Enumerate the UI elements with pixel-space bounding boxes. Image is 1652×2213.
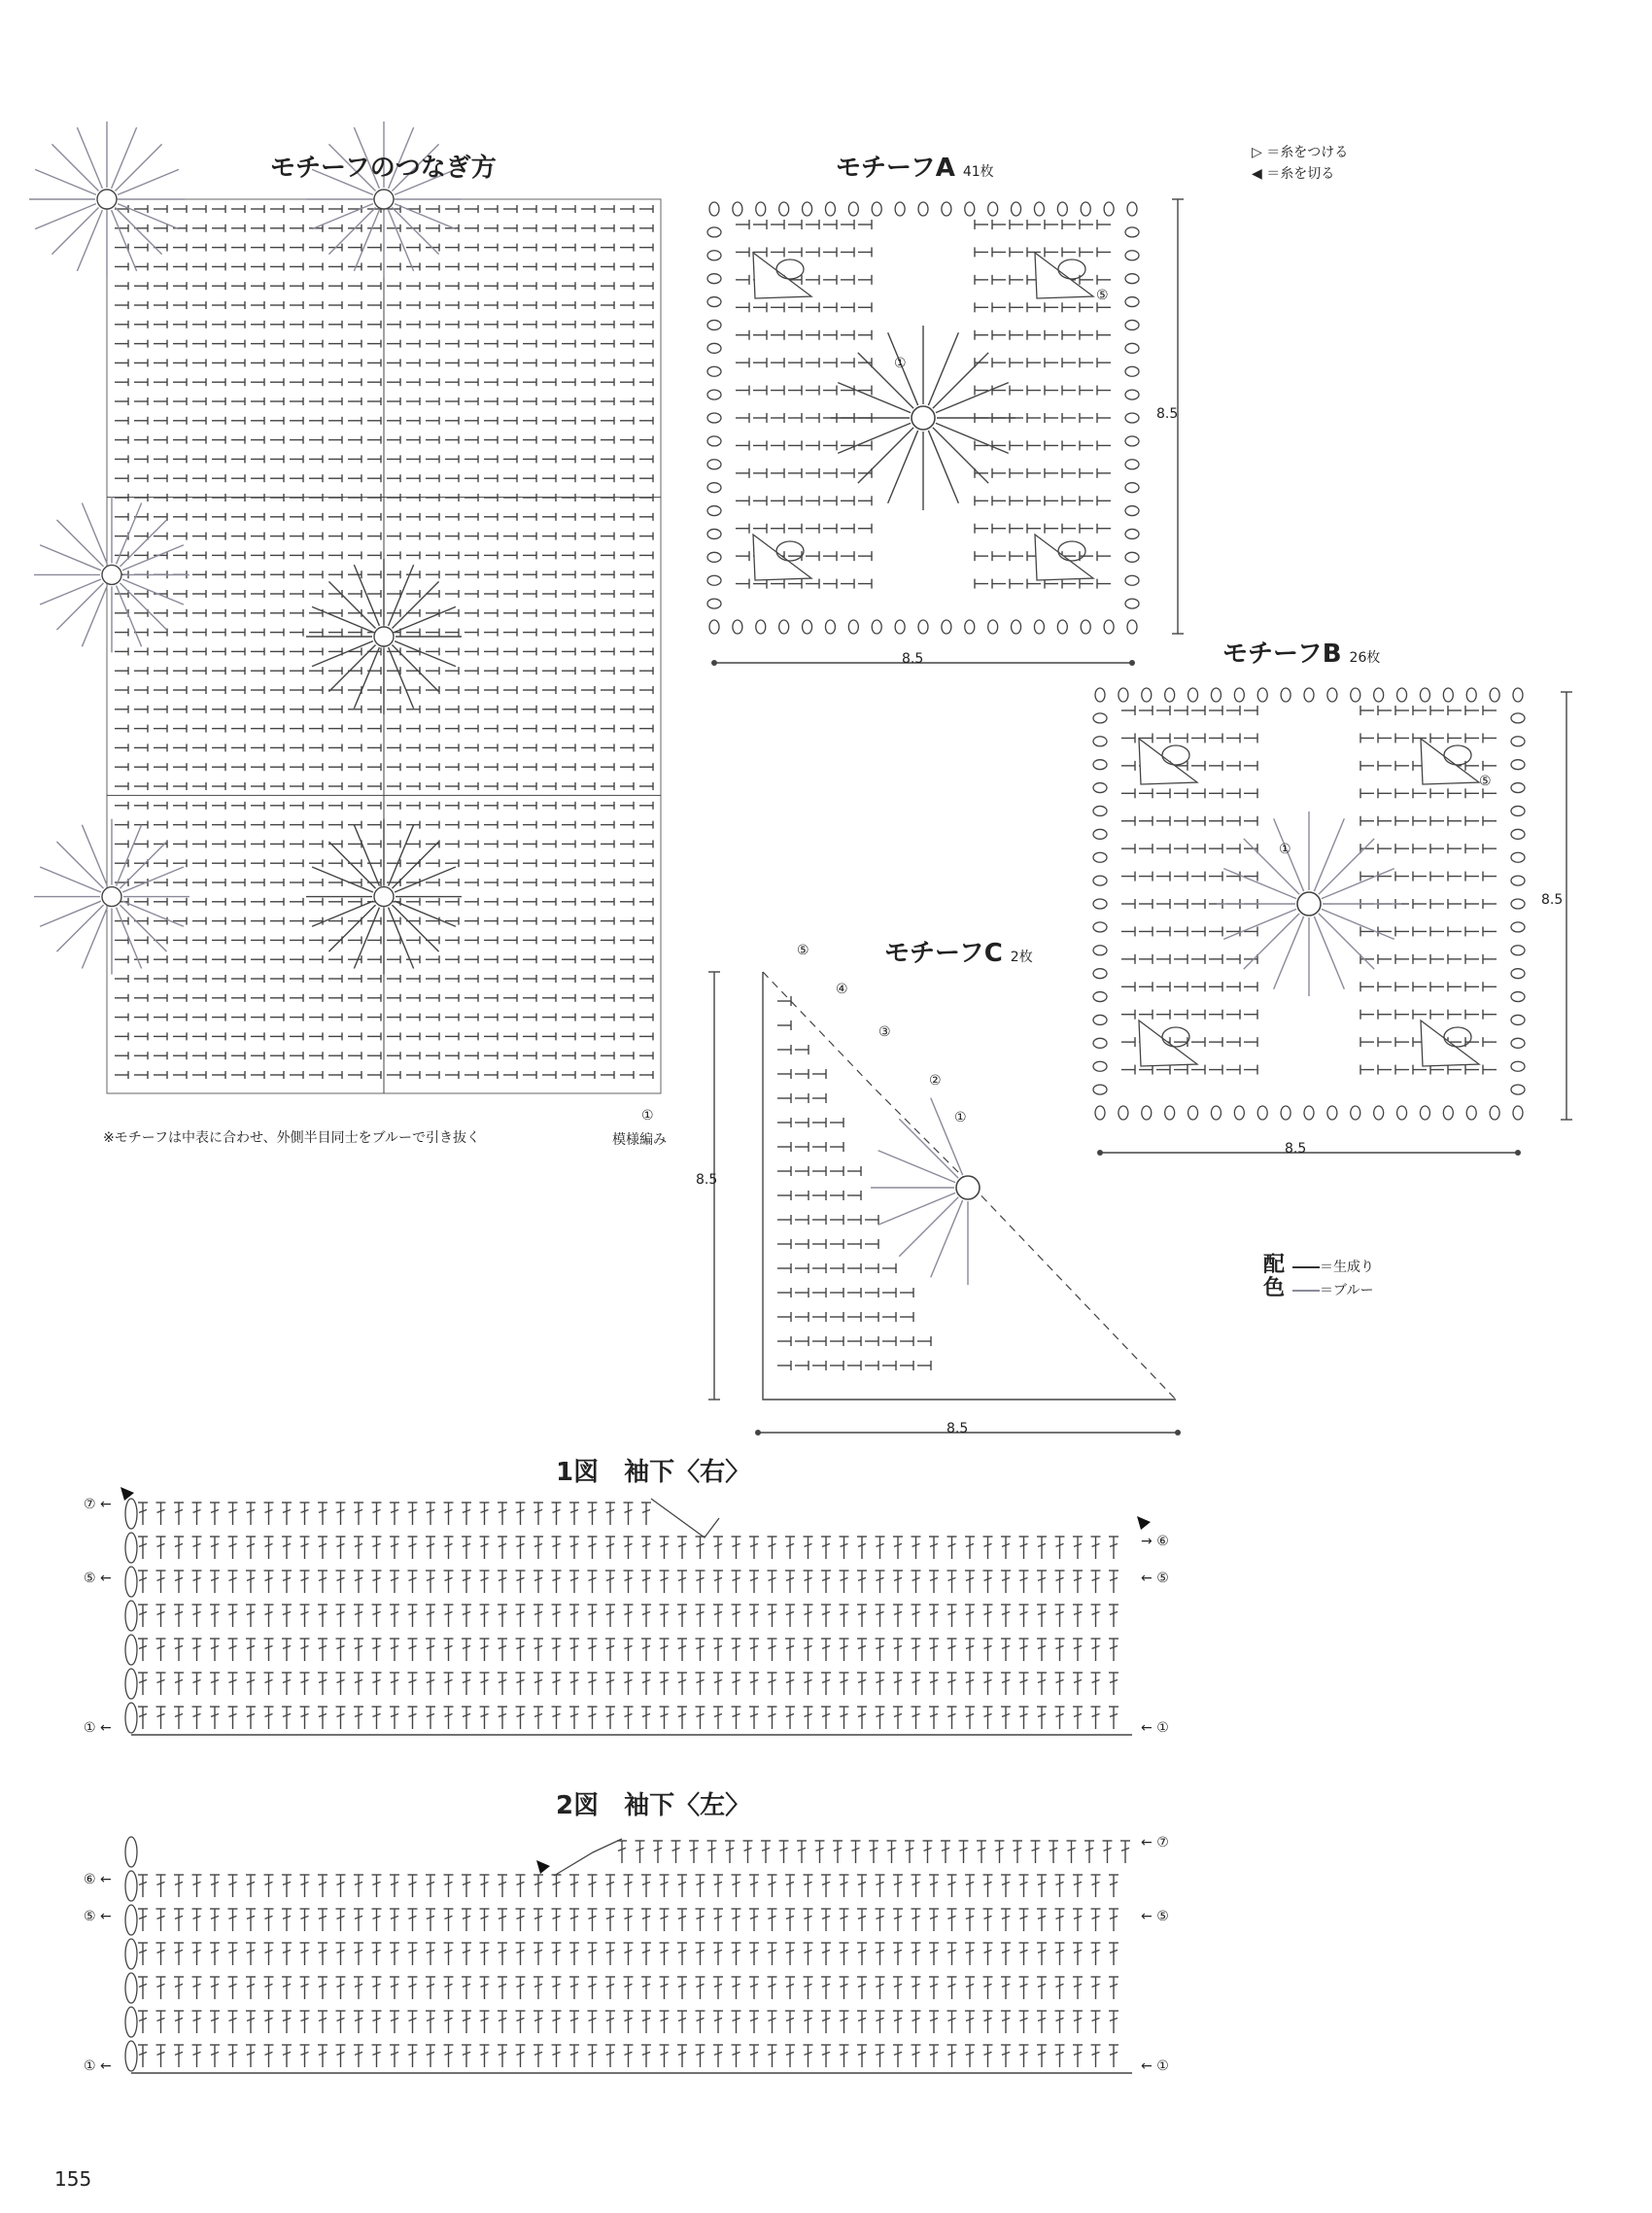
motif-a-width-line — [711, 660, 717, 666]
motif-b-border-chain — [1211, 1106, 1221, 1120]
motif-a-border-chain — [707, 460, 721, 469]
motif-b-border-chain — [1511, 1085, 1525, 1094]
joining-spoke — [35, 169, 96, 194]
motif-a-center-spoke — [928, 332, 958, 405]
motif-a-center-spoke — [936, 423, 1009, 453]
joining-spoke — [120, 842, 166, 888]
motif-b-border-chain — [1093, 1085, 1107, 1094]
motif-a-border-chain — [895, 620, 905, 634]
motif-b-border-chain — [1093, 713, 1107, 723]
fig1-turning-chain — [125, 1669, 137, 1699]
joining-center-ring — [102, 565, 121, 584]
motif-b-center-spoke — [1314, 916, 1344, 989]
motif-a-border-chain — [918, 620, 928, 634]
motif-a-border-chain — [707, 390, 721, 399]
joining-spoke — [52, 207, 98, 254]
motif-b-border-chain — [1511, 737, 1525, 746]
motif-b-border-chain — [1397, 688, 1407, 702]
motif-a-border-chain — [707, 436, 721, 446]
motif-a-border-chain — [1034, 620, 1044, 634]
motif-a-border-chain — [707, 366, 721, 376]
joining-spoke — [40, 901, 101, 926]
motif-a-border-chain — [1125, 436, 1139, 446]
motif-b-border-chain — [1093, 852, 1107, 862]
joining-center-ring — [97, 190, 117, 209]
motif-b-border-chain — [1095, 1106, 1105, 1120]
joining-spoke — [112, 127, 137, 189]
joining-spoke — [395, 901, 456, 926]
joining-spoke — [392, 581, 438, 628]
motif-a-border-chain — [707, 529, 721, 538]
fig1-turning-chain — [125, 1567, 137, 1597]
motif-a-border-chain — [988, 620, 998, 634]
joining-spoke — [395, 867, 456, 892]
motif-b-border-chain — [1234, 688, 1244, 702]
motif-b-border-chain — [1142, 1106, 1152, 1120]
motif-b-border-chain — [1443, 688, 1453, 702]
joining-spoke — [40, 545, 101, 571]
motif-a-border-chain — [1081, 202, 1090, 216]
motif-b-border-chain — [1511, 946, 1525, 955]
motif-a-border-chain — [988, 202, 998, 216]
joining-spoke — [389, 647, 414, 709]
motif-b-border-chain — [1511, 806, 1525, 815]
motif-c-width-line — [1175, 1430, 1181, 1435]
motif-a-width-line — [1129, 660, 1135, 666]
motif-b-border-chain — [1119, 688, 1128, 702]
fig1-turning-chain — [125, 1601, 137, 1631]
joining-spoke — [354, 647, 379, 709]
motif-b-width-line — [1097, 1150, 1103, 1156]
motif-a-center-spoke — [858, 428, 913, 483]
motif-a-corner-loop — [776, 541, 804, 561]
motif-a-border-chain — [1125, 483, 1139, 493]
motif-b-border-chain — [1165, 688, 1175, 702]
joining-spoke — [328, 842, 375, 888]
motif-a-corner-loop — [1058, 541, 1085, 561]
fig1-turning-chain — [125, 1499, 137, 1529]
motif-b-border-chain — [1093, 1038, 1107, 1048]
joining-spoke — [52, 144, 98, 190]
joining-spoke — [118, 169, 179, 194]
motif-a-border-chain — [1125, 552, 1139, 562]
motif-c-spoke — [878, 1193, 955, 1225]
motif-a-border-chain — [1127, 620, 1137, 634]
motif-b-border-chain — [1374, 1106, 1384, 1120]
motif-a-border-chain — [733, 620, 742, 634]
motif-b-border-chain — [1093, 876, 1107, 885]
motif-b-border-chain — [1093, 760, 1107, 770]
motif-a-border-chain — [825, 620, 835, 634]
joining-spoke — [392, 842, 438, 888]
motif-b-corner-fan — [1139, 1020, 1197, 1066]
motif-b-border-chain — [1188, 688, 1198, 702]
motif-a-border-chain — [1125, 274, 1139, 284]
motif-a-border-chain — [848, 620, 858, 634]
joining-spoke — [389, 210, 414, 271]
motif-a-border-chain — [1127, 202, 1137, 216]
motif-a-border-chain — [825, 202, 835, 216]
motif-b-border-chain — [1511, 1038, 1525, 1048]
motif-b-border-chain — [1374, 688, 1384, 702]
motif-a-border-chain — [965, 202, 975, 216]
motif-a-border-chain — [1125, 227, 1139, 237]
motif-a-center-spoke — [888, 431, 918, 503]
motif-c-spoke — [899, 1119, 958, 1178]
motif-a-center-ring — [912, 406, 935, 430]
motif-a-border-chain — [709, 202, 719, 216]
motif-a-border-chain — [733, 202, 742, 216]
motif-a-center-spoke — [838, 383, 911, 413]
motif-a-border-chain — [1125, 599, 1139, 608]
motif-b-border-chain — [1397, 1106, 1407, 1120]
motif-b-center-spoke — [1314, 818, 1344, 891]
motif-b-border-chain — [1511, 852, 1525, 862]
motif-b-border-chain — [1093, 737, 1107, 746]
motif-b-corner-loop — [1444, 745, 1471, 765]
fig1-turning-chain — [125, 1635, 137, 1665]
motif-a-border-chain — [707, 343, 721, 353]
motif-a-corner-loop — [776, 259, 804, 279]
joining-spoke — [77, 210, 102, 271]
motif-a-border-chain — [872, 202, 881, 216]
joining-spoke — [56, 842, 103, 888]
joining-spoke — [82, 825, 107, 886]
motif-b-border-chain — [1093, 1015, 1107, 1024]
motif-b-border-chain — [1511, 876, 1525, 885]
motif-b-border-chain — [1142, 688, 1152, 702]
motif-a-border-chain — [707, 552, 721, 562]
motif-a-border-chain — [895, 202, 905, 216]
joining-spoke — [328, 905, 375, 951]
motif-b-center-spoke — [1322, 909, 1394, 939]
motif-b-border-chain — [1513, 1106, 1523, 1120]
motif-a-border-chain — [707, 251, 721, 260]
motif-c-spoke — [931, 1200, 963, 1277]
fig1-turning-chain — [125, 1533, 137, 1563]
motif-b-border-chain — [1119, 1106, 1128, 1120]
motif-a-border-chain — [709, 620, 719, 634]
joining-spoke — [122, 579, 184, 605]
motif-b-border-chain — [1327, 1106, 1337, 1120]
joining-spoke — [395, 606, 456, 632]
motif-c-center-ring — [956, 1176, 980, 1199]
motif-a-border-chain — [942, 202, 951, 216]
motif-b-center-spoke — [1274, 916, 1304, 989]
motif-b-border-chain — [1511, 969, 1525, 979]
motif-b-corner-fan — [1421, 1020, 1479, 1066]
motif-a-border-chain — [1125, 320, 1139, 329]
motif-b-border-chain — [1490, 1106, 1499, 1120]
motif-a-border-chain — [1081, 620, 1090, 634]
motif-a-border-chain — [779, 620, 789, 634]
motif-a-border-chain — [1125, 251, 1139, 260]
joining-spoke — [82, 585, 107, 646]
joining-spoke — [115, 144, 161, 190]
joining-spoke — [120, 583, 166, 630]
joining-spoke — [120, 520, 166, 567]
joining-spoke — [82, 502, 107, 564]
motif-b-border-chain — [1281, 688, 1291, 702]
joining-center-ring — [374, 627, 394, 646]
joining-center-ring — [102, 887, 121, 907]
motif-b-border-chain — [1351, 1106, 1360, 1120]
motif-a-border-chain — [779, 202, 789, 216]
motif-b-center-spoke — [1322, 869, 1394, 899]
fig1-turning-chain — [125, 1703, 137, 1733]
motif-b-border-chain — [1093, 783, 1107, 793]
motif-b-corner-fan — [1139, 739, 1197, 784]
joining-spoke — [77, 127, 102, 189]
motif-a-border-chain — [1012, 620, 1021, 634]
motif-b-border-chain — [1234, 1106, 1244, 1120]
joining-spoke — [82, 908, 107, 969]
joining-center-ring — [374, 887, 394, 907]
motif-a-border-chain — [848, 202, 858, 216]
motif-a-border-chain — [1125, 343, 1139, 353]
motif-a-border-chain — [872, 620, 881, 634]
joining-spoke — [35, 204, 96, 229]
motif-a-border-chain — [1057, 202, 1067, 216]
joining-center-ring — [374, 190, 394, 209]
joining-spoke — [40, 867, 101, 892]
motif-a-border-chain — [1125, 506, 1139, 516]
motif-b-border-chain — [1304, 1106, 1314, 1120]
motif-a-border-chain — [1125, 575, 1139, 585]
motif-a-border-chain — [707, 575, 721, 585]
motif-b-border-chain — [1093, 946, 1107, 955]
joining-spoke — [122, 545, 184, 571]
joining-spoke — [392, 905, 438, 951]
joining-spoke — [56, 583, 103, 630]
motif-b-border-chain — [1093, 922, 1107, 932]
motif-c-spoke — [899, 1197, 958, 1257]
motif-b-border-chain — [1327, 688, 1337, 702]
motif-b-corner-loop — [1162, 1027, 1189, 1047]
motif-b-border-chain — [1490, 688, 1499, 702]
motif-a-border-chain — [1125, 413, 1139, 423]
motif-a-center-spoke — [936, 383, 1009, 413]
motif-b-border-chain — [1443, 1106, 1453, 1120]
motif-a-border-chain — [707, 599, 721, 608]
motif-a-corner-fan — [1035, 535, 1093, 580]
motif-a-border-chain — [918, 202, 928, 216]
motif-b-center-spoke — [1244, 914, 1299, 969]
motif-b-center-spoke — [1319, 839, 1374, 894]
motif-a-border-chain — [707, 413, 721, 423]
motif-a-border-chain — [1125, 460, 1139, 469]
motif-b-border-chain — [1257, 1106, 1267, 1120]
motif-a-border-chain — [1034, 202, 1044, 216]
motif-b-border-chain — [1281, 1106, 1291, 1120]
motif-a-border-chain — [1104, 620, 1114, 634]
motif-b-border-chain — [1351, 688, 1360, 702]
joining-spoke — [120, 905, 166, 951]
motif-b-border-chain — [1093, 969, 1107, 979]
motif-b-border-chain — [1093, 1061, 1107, 1071]
motif-a-border-chain — [707, 297, 721, 307]
motif-b-center-spoke — [1223, 869, 1296, 899]
motif-a-center-spoke — [928, 431, 958, 503]
joining-spoke — [56, 905, 103, 951]
motif-a-corner-fan — [753, 253, 811, 298]
motif-a-border-chain — [1104, 202, 1114, 216]
motif-b-border-chain — [1511, 992, 1525, 1002]
motif-a-corner-fan — [753, 535, 811, 580]
joining-spoke — [117, 825, 142, 886]
motif-b-corner-loop — [1162, 745, 1189, 765]
motif-b-border-chain — [1511, 760, 1525, 770]
motif-a-border-chain — [707, 483, 721, 493]
joining-spoke — [395, 204, 456, 229]
motif-a-border-chain — [803, 620, 812, 634]
motif-b-corner-fan — [1421, 739, 1479, 784]
motif-b-border-chain — [1511, 829, 1525, 839]
motif-b-border-chain — [1093, 899, 1107, 909]
motif-b-border-chain — [1511, 713, 1525, 723]
motif-a-border-chain — [707, 227, 721, 237]
motif-a-border-chain — [707, 506, 721, 516]
motif-a-border-chain — [1125, 297, 1139, 307]
motif-a-border-chain — [803, 202, 812, 216]
joining-spoke — [122, 901, 184, 926]
motif-a-border-chain — [1125, 366, 1139, 376]
joining-spoke — [56, 520, 103, 567]
joining-spoke — [312, 641, 373, 667]
motif-c-spoke — [878, 1151, 955, 1183]
motif-a-center-spoke — [838, 423, 911, 453]
motif-b-border-chain — [1511, 1015, 1525, 1024]
joining-spoke — [389, 825, 414, 886]
motif-b-border-chain — [1420, 1106, 1429, 1120]
motif-b-border-chain — [1511, 783, 1525, 793]
motif-a-border-chain — [707, 274, 721, 284]
motif-b-border-chain — [1511, 1061, 1525, 1071]
motif-a-border-chain — [942, 620, 951, 634]
motif-b-border-chain — [1165, 1106, 1175, 1120]
motif-b-border-chain — [1466, 1106, 1476, 1120]
motif-a-corner-fan — [1035, 253, 1093, 298]
motif-b-border-chain — [1093, 992, 1107, 1002]
joining-spoke — [354, 825, 379, 886]
motif-a-border-chain — [965, 620, 975, 634]
motif-b-corner-loop — [1444, 1027, 1471, 1047]
joining-spoke — [112, 210, 137, 271]
motif-b-width-line — [1515, 1150, 1521, 1156]
motif-b-border-chain — [1188, 1106, 1198, 1120]
motif-b-border-chain — [1511, 899, 1525, 909]
motif-a-border-chain — [1125, 529, 1139, 538]
motif-a-center-spoke — [933, 428, 988, 483]
motif-b-center-spoke — [1223, 909, 1296, 939]
motif-b-border-chain — [1513, 688, 1523, 702]
motif-b-border-chain — [1420, 688, 1429, 702]
motif-a-border-chain — [1012, 202, 1021, 216]
motif-a-border-chain — [756, 620, 766, 634]
joining-spoke — [354, 210, 379, 271]
motif-b-border-chain — [1466, 688, 1476, 702]
motif-a-corner-loop — [1058, 259, 1085, 279]
joining-spoke — [40, 579, 101, 605]
motif-b-border-chain — [1257, 688, 1267, 702]
joining-spoke — [122, 867, 184, 892]
motif-a-center-spoke — [933, 353, 988, 408]
motif-c-width-line — [755, 1430, 761, 1435]
joining-spoke — [328, 581, 375, 628]
motif-b-border-chain — [1095, 688, 1105, 702]
motif-b-center-spoke — [1319, 914, 1374, 969]
motif-a-border-chain — [1125, 390, 1139, 399]
motif-b-border-chain — [1093, 829, 1107, 839]
motif-b-border-chain — [1304, 688, 1314, 702]
motif-a-border-chain — [756, 202, 766, 216]
joining-spoke — [395, 641, 456, 667]
motif-a-border-chain — [707, 320, 721, 329]
motif-b-border-chain — [1093, 806, 1107, 815]
motif-a-border-chain — [1057, 620, 1067, 634]
motif-b-border-chain — [1511, 922, 1525, 932]
motif-b-center-ring — [1297, 892, 1321, 916]
joining-spoke — [312, 867, 373, 892]
motif-b-border-chain — [1211, 688, 1221, 702]
